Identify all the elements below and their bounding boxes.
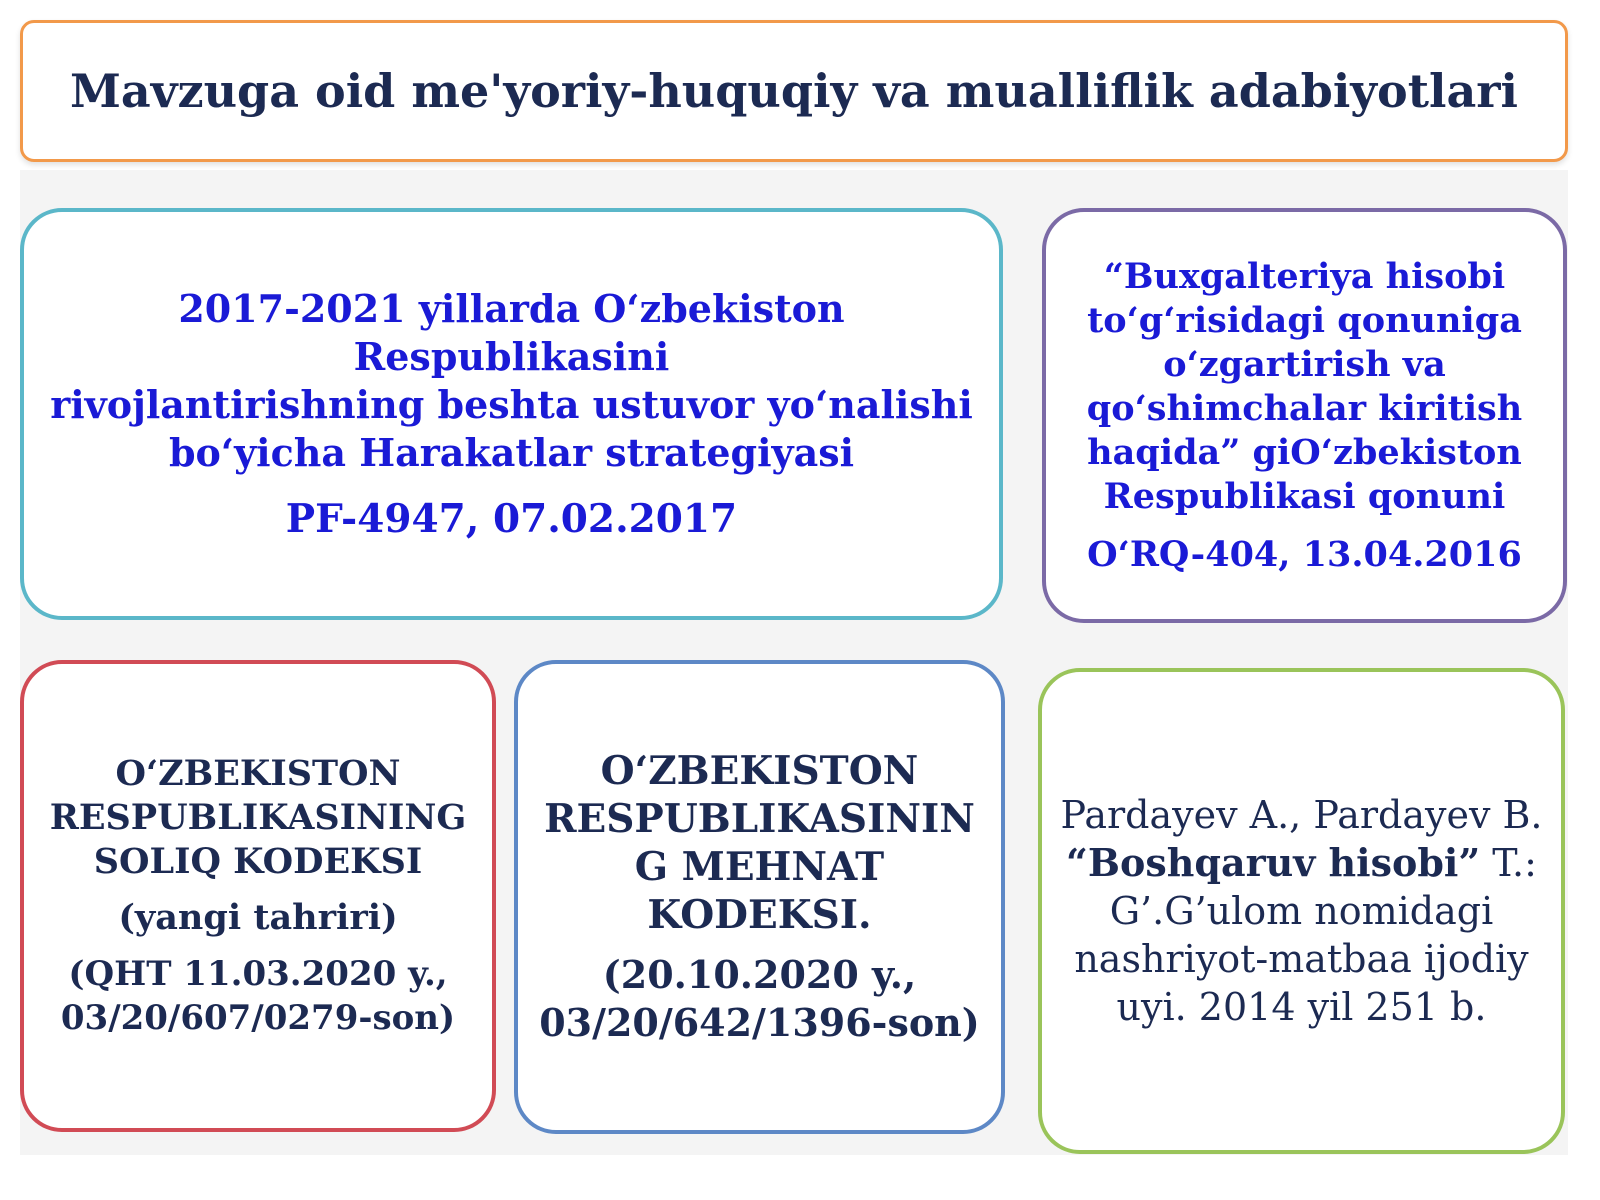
law-line: o‘zgartirish va [1163,343,1446,385]
tax-line: O‘ZBEKISTON [115,753,401,794]
strategy-line: rivojlantirishning beshta ustuvor yo‘nalishi [50,382,973,427]
accounting-law-card [1042,208,1567,623]
tax-code-reference [61,952,455,1040]
book-authors: Pardayev A., Pardayev B. [1060,793,1543,837]
law-line: haqida” giO‘zbekiston [1087,431,1522,473]
book-card [1038,668,1565,1154]
book-publisher-line: T.: [1480,841,1537,885]
strategy-reference: PF-4947, 07.02.2017 [285,496,738,542]
accounting-law-title [1087,255,1522,519]
book-publisher-line: G’.G’ulom nomidagi [1109,889,1494,933]
law-line: to‘g‘risidagi qonuniga [1087,299,1522,341]
labor-line: KODEKSI. [647,892,872,938]
book-publisher-line: nashriyot-matbaa ijodiy [1074,937,1529,981]
labor-line: RESPUBLIKASININ [544,796,975,842]
book-citation [1060,791,1542,1031]
labor-reference-line: 03/20/642/1396-son) [539,1000,980,1045]
law-line: qo‘shimchalar kiritish [1086,387,1523,429]
tax-code-title [50,752,467,884]
labor-reference-line: (20.10.2020 y., [602,952,917,997]
tax-reference-line: 03/20/607/0279-son) [60,998,456,1038]
labor-line: G MEHNAT [634,844,885,890]
book-title: “Boshqaruv hisobi” [1066,840,1481,885]
labor-code-reference [539,951,980,1047]
tax-code-edition: (yangi tahriri) [118,897,398,938]
page-title: Mavzuga oid me'yoriy-huquqiy va mualliflik adabiyotlari [70,64,1518,118]
strategy-line: bo‘yicha Harakatlar strategiyasi [168,430,855,475]
tax-reference-line: (QHT 11.03.2020 y., [68,954,448,994]
labor-code-card [514,660,1005,1134]
labor-line: O‘ZBEKISTON [600,748,919,794]
labor-code-title [544,747,975,939]
strategy-title [24,285,999,477]
tax-line: SOLIQ KODEKSI [93,841,423,882]
law-line: Respublikasi qonuni [1103,475,1506,517]
tax-code-card [20,660,496,1132]
strategy-card [20,208,1003,620]
law-line: “Buxgalteriya hisobi [1103,255,1506,297]
title-banner [20,20,1568,162]
book-publisher-line: uyi. 2014 yil 251 b. [1116,985,1487,1029]
strategy-line: 2017-2021 yillarda O‘zbekiston Respublikasini [178,286,845,379]
accounting-law-reference: O‘RQ-404, 13.04.2016 [1087,533,1522,575]
tax-line: RESPUBLIKASINING [49,797,467,838]
